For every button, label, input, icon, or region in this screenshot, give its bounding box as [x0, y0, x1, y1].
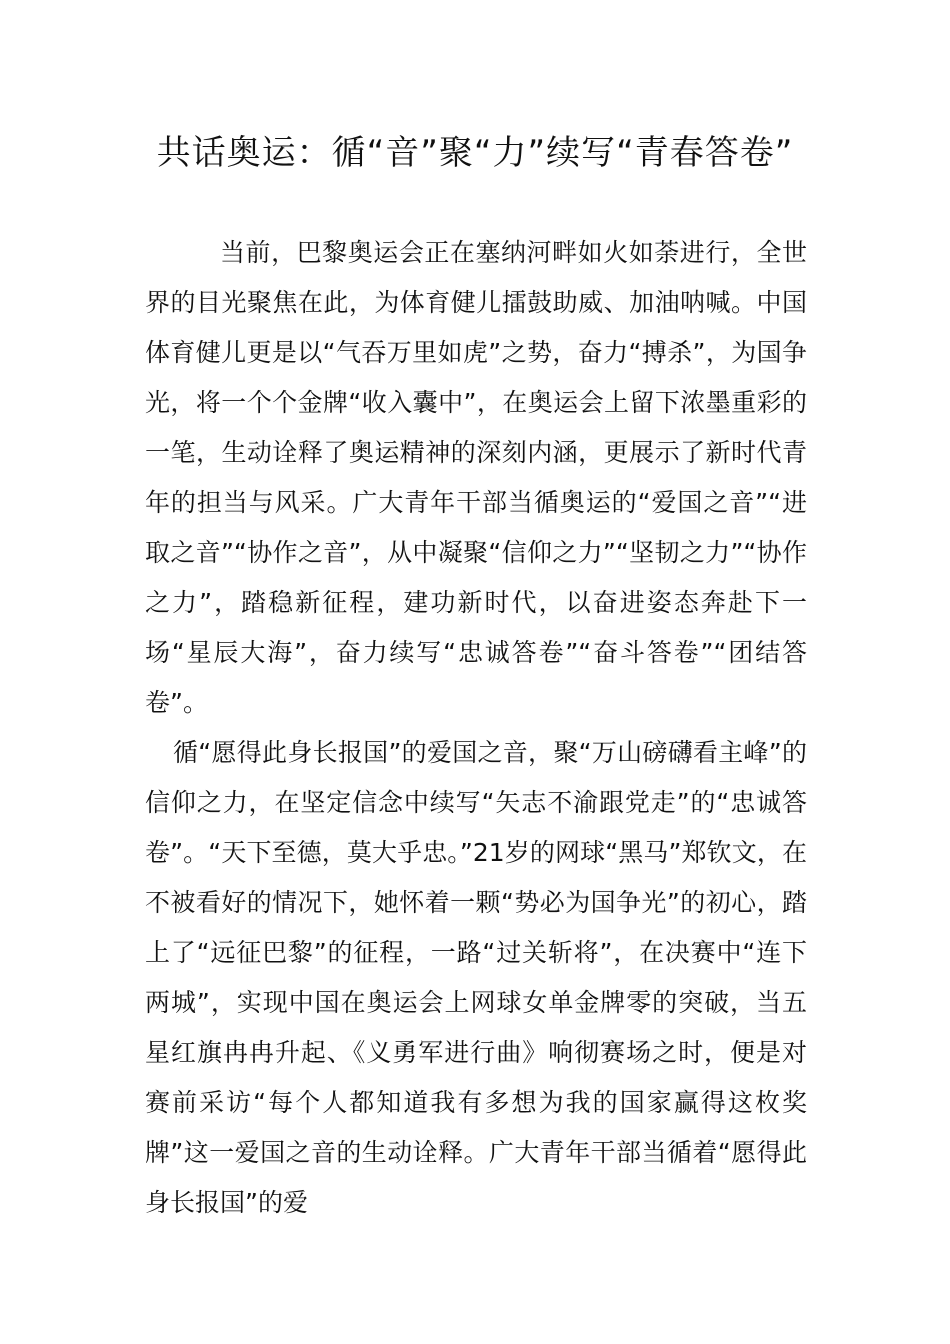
document-body	[145, 228, 807, 1228]
document-title: 共话奥运：循“音”聚“力”续写“青春答卷”	[156, 133, 794, 173]
paragraph: 当前，巴黎奥运会正在塞纳河畔如火如荼进行，全世界的目光聚焦在此，为体育健儿擂鼓助威、加油呐喊。中国体育健儿更是以“气吞万里如虎”之势，奋力“搏杀”，为国争光，将一个个金牌“收入囊中”，在奥运会上留下浓墨重彩的一笔，生动诠释了奥运精神的深刻内涵，更展示了新时代青年的担当与风采。广大青年干部当循奥运的“爱国之音”“进取之音”“协作之音”，从中凝聚“信仰之力”“坚韧之力”“协作之力”，踏稳新征程，建功新时代，以奋进姿态奔赴下一场“星辰大海”，奋力续写“忠诚答卷”“奋斗答卷”“团结答卷”。	[145, 238, 807, 717]
paragraph: 循“愿得此身长报国”的爱国之音，聚“万山磅礴看主峰”的信仰之力，在坚定信念中续写“矢志不渝跟党走”的“忠诚答卷”。“天下至德，莫大乎忠。”21岁的网球“黑马”郑钦文，在不被看好的情况下，她怀着一颗“势必为国争光”的初心，踏上了“远征巴黎”的征程，一路“过关斩将”，在决赛中“连下两城”，实现中国在奥运会上网球女单金牌零的突破，当五星红旗冉冉升起、《义勇军进行曲》响彻赛场之时，便是对赛前采访“每个人都知道我有多想为我的国家赢得这枚奖牌”这一爱国之音的生动诠释。广大青年干部当循着“愿得此身长报国”的爱	[145, 738, 807, 1217]
